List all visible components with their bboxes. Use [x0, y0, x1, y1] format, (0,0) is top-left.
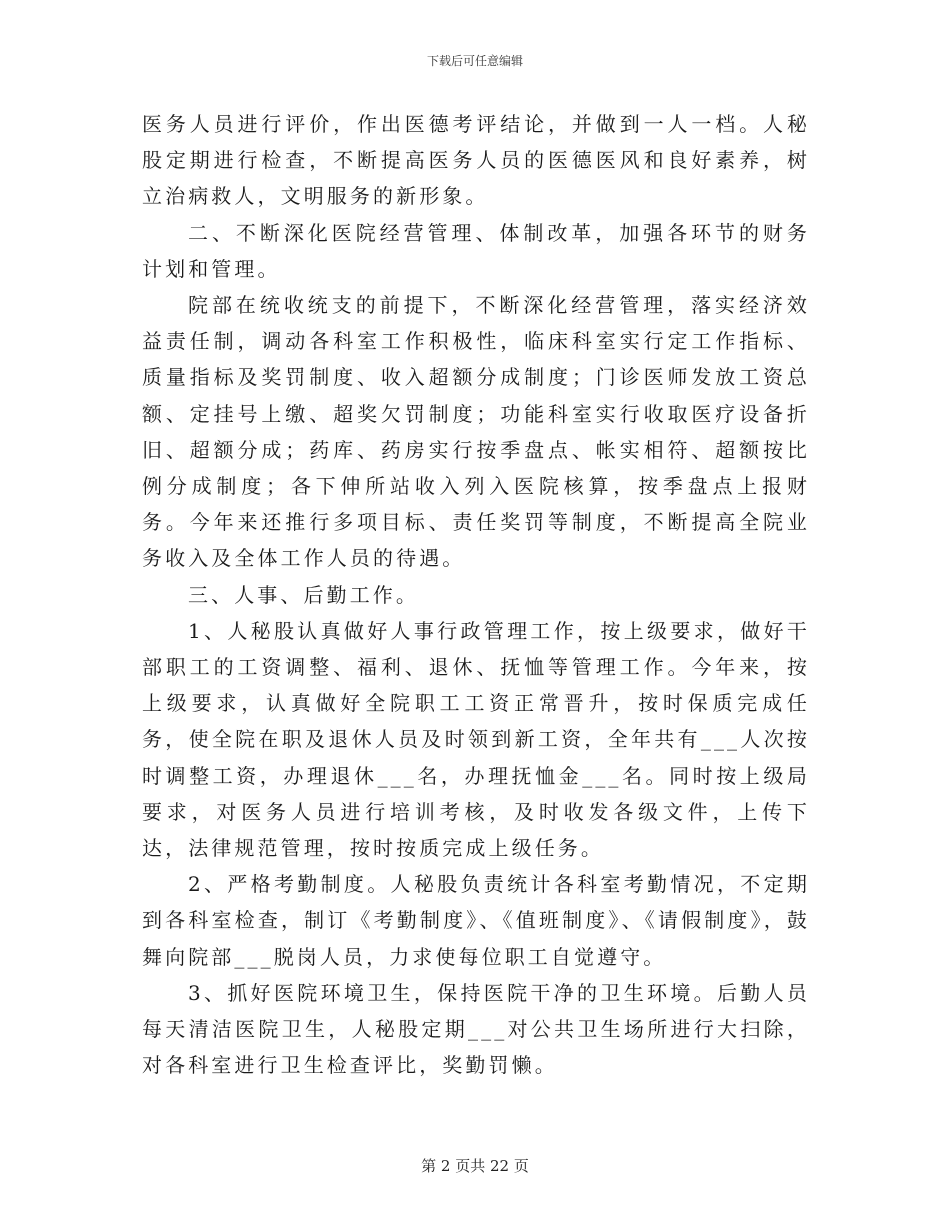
document-body — [142, 106, 810, 1083]
page-header: 下载后可任意编辑 — [426, 54, 523, 68]
paragraph-6: 2、严格考勤制度。人秘股负责统计各科室考勤情况，不定期到各科室检查，制订《考勤制度》、《值班制度》、《请假制度》，鼓舞向院部___脱岗人员，力求使每位职工自觉遵守。 — [142, 872, 810, 969]
paragraph-2-heading: 二、不断深化医院经营管理、体制改革，加强各环节的财务计划和管理。 — [142, 220, 810, 281]
paragraph-5: 1、人秘股认真做好人事行政管理工作，按上级要求，做好干部职工的工资调整、福利、退休、抚恤等管理工作。今年来，按上级要求，认真做好全院职工工资正常晋升，按时保质完成任务，使全院在职及退休人员及时领到新工资，全年共有___人次按时调整工资，办理退休___名，办理抚恤金___名。同时按上级局要求，对医务人员进行培训考核，及时收发各级文件，上传下达，法律规范管理，按时按质完成上级任务。 — [142, 618, 810, 861]
page-footer: 第 2 页共 22 页 — [421, 1157, 529, 1175]
paragraph-1: 医务人员进行评价，作出医德考评结论，并做到一人一档。人秘股定期进行检查，不断提高医务人员的医德医风和良好素养，树立治病救人，文明服务的新形象。 — [142, 112, 810, 209]
paragraph-7: 3、抓好医院环境卫生，保持医院干净的卫生环境。后勤人员每天清洁医院卫生，人秘股定期___对公共卫生场所进行大扫除，对各科室进行卫生检查评比，奖勤罚懒。 — [142, 980, 810, 1078]
paragraph-4-heading: 三、人事、后勤工作。 — [188, 582, 419, 607]
paragraph-3: 院部在统收统支的前提下，不断深化经营管理，落实经济效益责任制，调动各科室工作积极性，临床科室实行定工作指标、质量指标及奖罚制度、收入超额分成制度；门诊医师发放工资总额、定挂号上缴、超奖欠罚制度；功能科室实行收取医疗设备折旧、超额分成；药库、药房实行按季盘点、帐实相符、超额按比例分成制度；各下伸所站收入列入医院核算，按季盘点上报财务。今年来还推行多项目标、责任奖罚等制度，不断提高全院业务收入及全体工作人员的待遇。 — [142, 293, 810, 571]
